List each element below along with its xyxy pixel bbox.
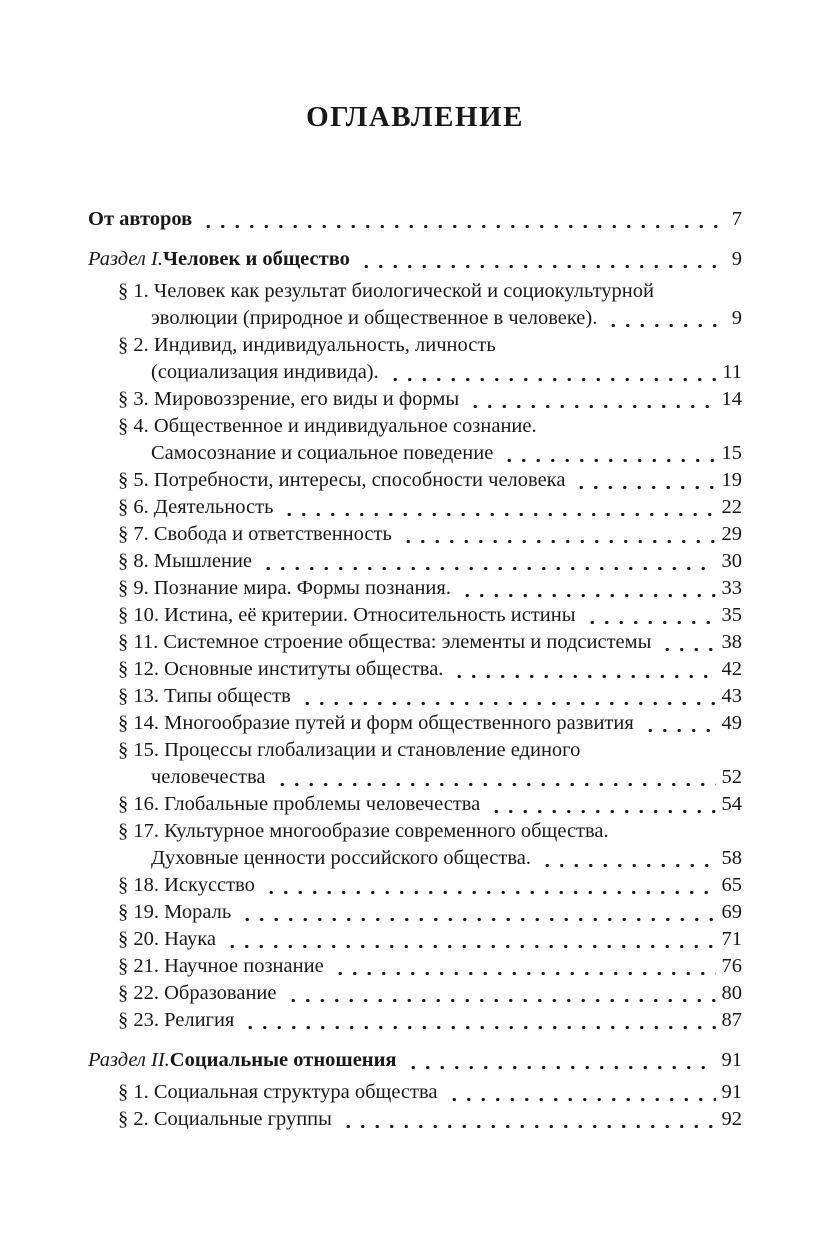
toc-entry-item: [88, 413, 742, 467]
dot-leader: [201, 225, 726, 228]
toc-item-text: § 21. Научное познание: [118, 955, 324, 977]
page-number: 33: [721, 577, 742, 599]
dot-leader: [359, 265, 726, 268]
page-number: 91: [721, 1049, 742, 1071]
toc-item-text: § 1. Человек как результат биологической и социокультурной: [118, 280, 654, 302]
toc-entry-row: [88, 494, 742, 521]
toc-entry-section: [88, 246, 742, 273]
page-number: 92: [721, 1108, 742, 1130]
toc-entry-row: [88, 1047, 742, 1074]
page-number: 58: [721, 847, 742, 869]
toc-entry-item: [88, 602, 742, 629]
toc-entry-row: [88, 467, 742, 494]
toc-entry-row: [88, 656, 742, 683]
dot-leader: [643, 729, 716, 732]
dot-leader: [333, 972, 716, 975]
toc-entry-item: [88, 467, 742, 494]
toc-entry-item: [88, 332, 742, 386]
dot-leader: [447, 1098, 716, 1101]
toc-entry-row: [88, 206, 742, 233]
dot-leader: [460, 594, 716, 597]
toc-item-text: § 20. Наука: [118, 928, 216, 950]
toc-entry-row: [88, 440, 742, 467]
dot-leader: [264, 891, 716, 894]
toc-entry-row: [88, 246, 742, 273]
dot-leader: [275, 783, 716, 786]
dot-leader: [401, 540, 716, 543]
toc-entry-item: [88, 575, 742, 602]
page-number: 65: [721, 874, 742, 896]
toc-item-text: § 14. Многообразие путей и форм общественного развития: [118, 712, 634, 734]
page-number: 11: [722, 361, 742, 383]
page-number: 35: [721, 604, 742, 626]
toc-entry-item: [88, 1106, 742, 1133]
dot-leader: [388, 378, 716, 381]
toc-item-text: § 23. Религия: [118, 1009, 235, 1031]
page-number: 49: [721, 712, 742, 734]
toc-entry-item: [88, 710, 742, 737]
toc-entry-item: [88, 872, 742, 899]
toc-item-text: человечества: [151, 766, 266, 788]
page-number: 69: [721, 901, 742, 923]
toc-item-text: § 9. Познание мира. Формы познания.: [118, 577, 451, 599]
toc-entry-row: [88, 926, 742, 953]
dot-leader: [574, 486, 715, 489]
toc-item-text: Самосознание и социальное поведение: [151, 442, 494, 464]
toc-entry-row: [88, 575, 742, 602]
toc-entry-item: [88, 926, 742, 953]
toc-item-text: § 7. Свобода и ответственность: [118, 523, 392, 545]
toc-entry-row: [88, 359, 742, 386]
toc-entry-row: [88, 845, 742, 872]
toc-item-text: § 3. Мировоззрение, его виды и формы: [118, 388, 460, 410]
toc-item-text: (социализация индивида).: [151, 361, 379, 383]
page-number: 15: [721, 442, 742, 464]
section-title-label: Социальные отношения: [169, 1049, 397, 1071]
toc-item-text: § 18. Искусство: [118, 874, 255, 896]
page-number: 22: [721, 496, 742, 518]
toc-entry-row: [88, 899, 742, 926]
dot-leader: [406, 1066, 716, 1069]
toc-entry-row: [88, 1007, 742, 1034]
toc-entry-item: [88, 980, 742, 1007]
page-number: 42: [721, 658, 742, 680]
dot-leader: [660, 648, 715, 651]
toc-item-text: § 12. Основные институты общества.: [118, 658, 444, 680]
toc-entry-row: [88, 1079, 742, 1106]
page-number: 19: [721, 469, 742, 491]
toc-entry-item: [88, 737, 742, 791]
toc-entry-row: [88, 683, 742, 710]
page-number: 87: [721, 1009, 742, 1031]
toc-item-text: § 13. Типы обществ: [118, 685, 291, 707]
page-number: 91: [721, 1081, 742, 1103]
toc-entry-row: [88, 548, 742, 575]
toc-entry-item: [88, 386, 742, 413]
section-title-label: Человек и общество: [162, 248, 350, 270]
toc-entry-row: [88, 710, 742, 737]
toc-entry-row: [88, 521, 742, 548]
dot-leader: [240, 918, 715, 921]
page-number: 52: [721, 766, 742, 788]
toc-entry-item: [88, 818, 742, 872]
dot-leader: [606, 324, 725, 327]
dot-leader: [452, 675, 715, 678]
toc-entry-item: [88, 548, 742, 575]
toc-item-text: Духовные ценности российского общества.: [151, 847, 531, 869]
toc-item-text: § 1. Социальная структура общества: [118, 1081, 438, 1103]
toc-entry-row: [88, 764, 742, 791]
page-number: 9: [731, 307, 742, 329]
toc-item-text: § 19. Мораль: [118, 901, 232, 923]
toc-entry-row: [88, 305, 742, 332]
page-number: 29: [721, 523, 742, 545]
page-number: 7: [731, 208, 742, 230]
toc-entry-row: [88, 980, 742, 1007]
toc-entry-row: [88, 602, 742, 629]
dot-leader: [341, 1125, 716, 1128]
page-number: 54: [721, 793, 742, 815]
toc-entry-item: [88, 683, 742, 710]
dot-leader: [300, 702, 716, 705]
toc-item-text: § 5. Потребности, интересы, способности человека: [118, 469, 566, 491]
toc-entry-item: [88, 1079, 742, 1106]
toc-entry-item: [88, 278, 742, 332]
toc-entry-item: [88, 494, 742, 521]
dot-leader: [261, 567, 715, 570]
toc-entry-row: [88, 953, 742, 980]
toc-item-text: § 17. Культурное многообразие современного общества.: [118, 820, 609, 842]
toc-entry-front: [88, 206, 742, 233]
toc-entry-row: [88, 386, 742, 413]
page-number: 30: [721, 550, 742, 572]
section-number-label: Раздел I.: [88, 248, 163, 270]
toc-entry-item: [88, 656, 742, 683]
toc-entry-item: [88, 791, 742, 818]
section-number-label: Раздел II.: [88, 1049, 170, 1071]
dot-leader: [585, 621, 716, 624]
toc-item-text: § 2. Индивид, индивидуальность, личность: [118, 334, 496, 356]
dot-leader: [502, 459, 715, 462]
toc-item-text: § 10. Истина, её критерии. Относительность истины: [118, 604, 576, 626]
toc-entry-item: [88, 521, 742, 548]
toc-item-text: § 16. Глобальные проблемы человечества: [118, 793, 481, 815]
toc-item-text: § 6. Деятельность: [118, 496, 274, 518]
toc-entry-row: [88, 629, 742, 656]
toc-entry-row: [88, 872, 742, 899]
toc-item-text: § 4. Общественное и индивидуальное сознание.: [118, 415, 537, 437]
page-title: ОГЛАВЛЕНИЕ: [306, 101, 524, 133]
toc-item-text: эволюции (природное и общественное в человеке).: [151, 307, 598, 329]
dot-leader: [286, 999, 716, 1002]
toc-entry-item: [88, 953, 742, 980]
page-number: 14: [721, 388, 742, 410]
page-number: 80: [721, 982, 742, 1004]
toc-entry-row: [88, 1106, 742, 1133]
toc-item-text: § 2. Социальные группы: [118, 1108, 332, 1130]
page-number: 43: [721, 685, 742, 707]
dot-leader: [489, 810, 715, 813]
dot-leader: [540, 864, 716, 867]
dot-leader: [243, 1026, 715, 1029]
toc-entry-section: [88, 1047, 742, 1074]
toc-item-text: § 22. Образование: [118, 982, 277, 1004]
page-number: 9: [731, 248, 742, 270]
toc-item-text: § 11. Системное строение общества: элементы и подсистемы: [118, 631, 652, 653]
toc-entry-row: [88, 791, 742, 818]
page-number: 76: [721, 955, 742, 977]
dot-leader: [225, 945, 716, 948]
dot-leader: [468, 405, 715, 408]
toc-item-text: § 8. Мышление: [118, 550, 253, 572]
front-matter-label: От авторов: [88, 208, 193, 230]
toc-entry-item: [88, 1007, 742, 1034]
page-number: 71: [721, 928, 742, 950]
page-number: 38: [721, 631, 742, 653]
toc-item-text: § 15. Процессы глобализации и становление единого: [118, 739, 581, 761]
toc-entry-item: [88, 899, 742, 926]
toc-entry-item: [88, 629, 742, 656]
table-of-contents: [88, 206, 742, 1133]
dot-leader: [282, 513, 715, 516]
